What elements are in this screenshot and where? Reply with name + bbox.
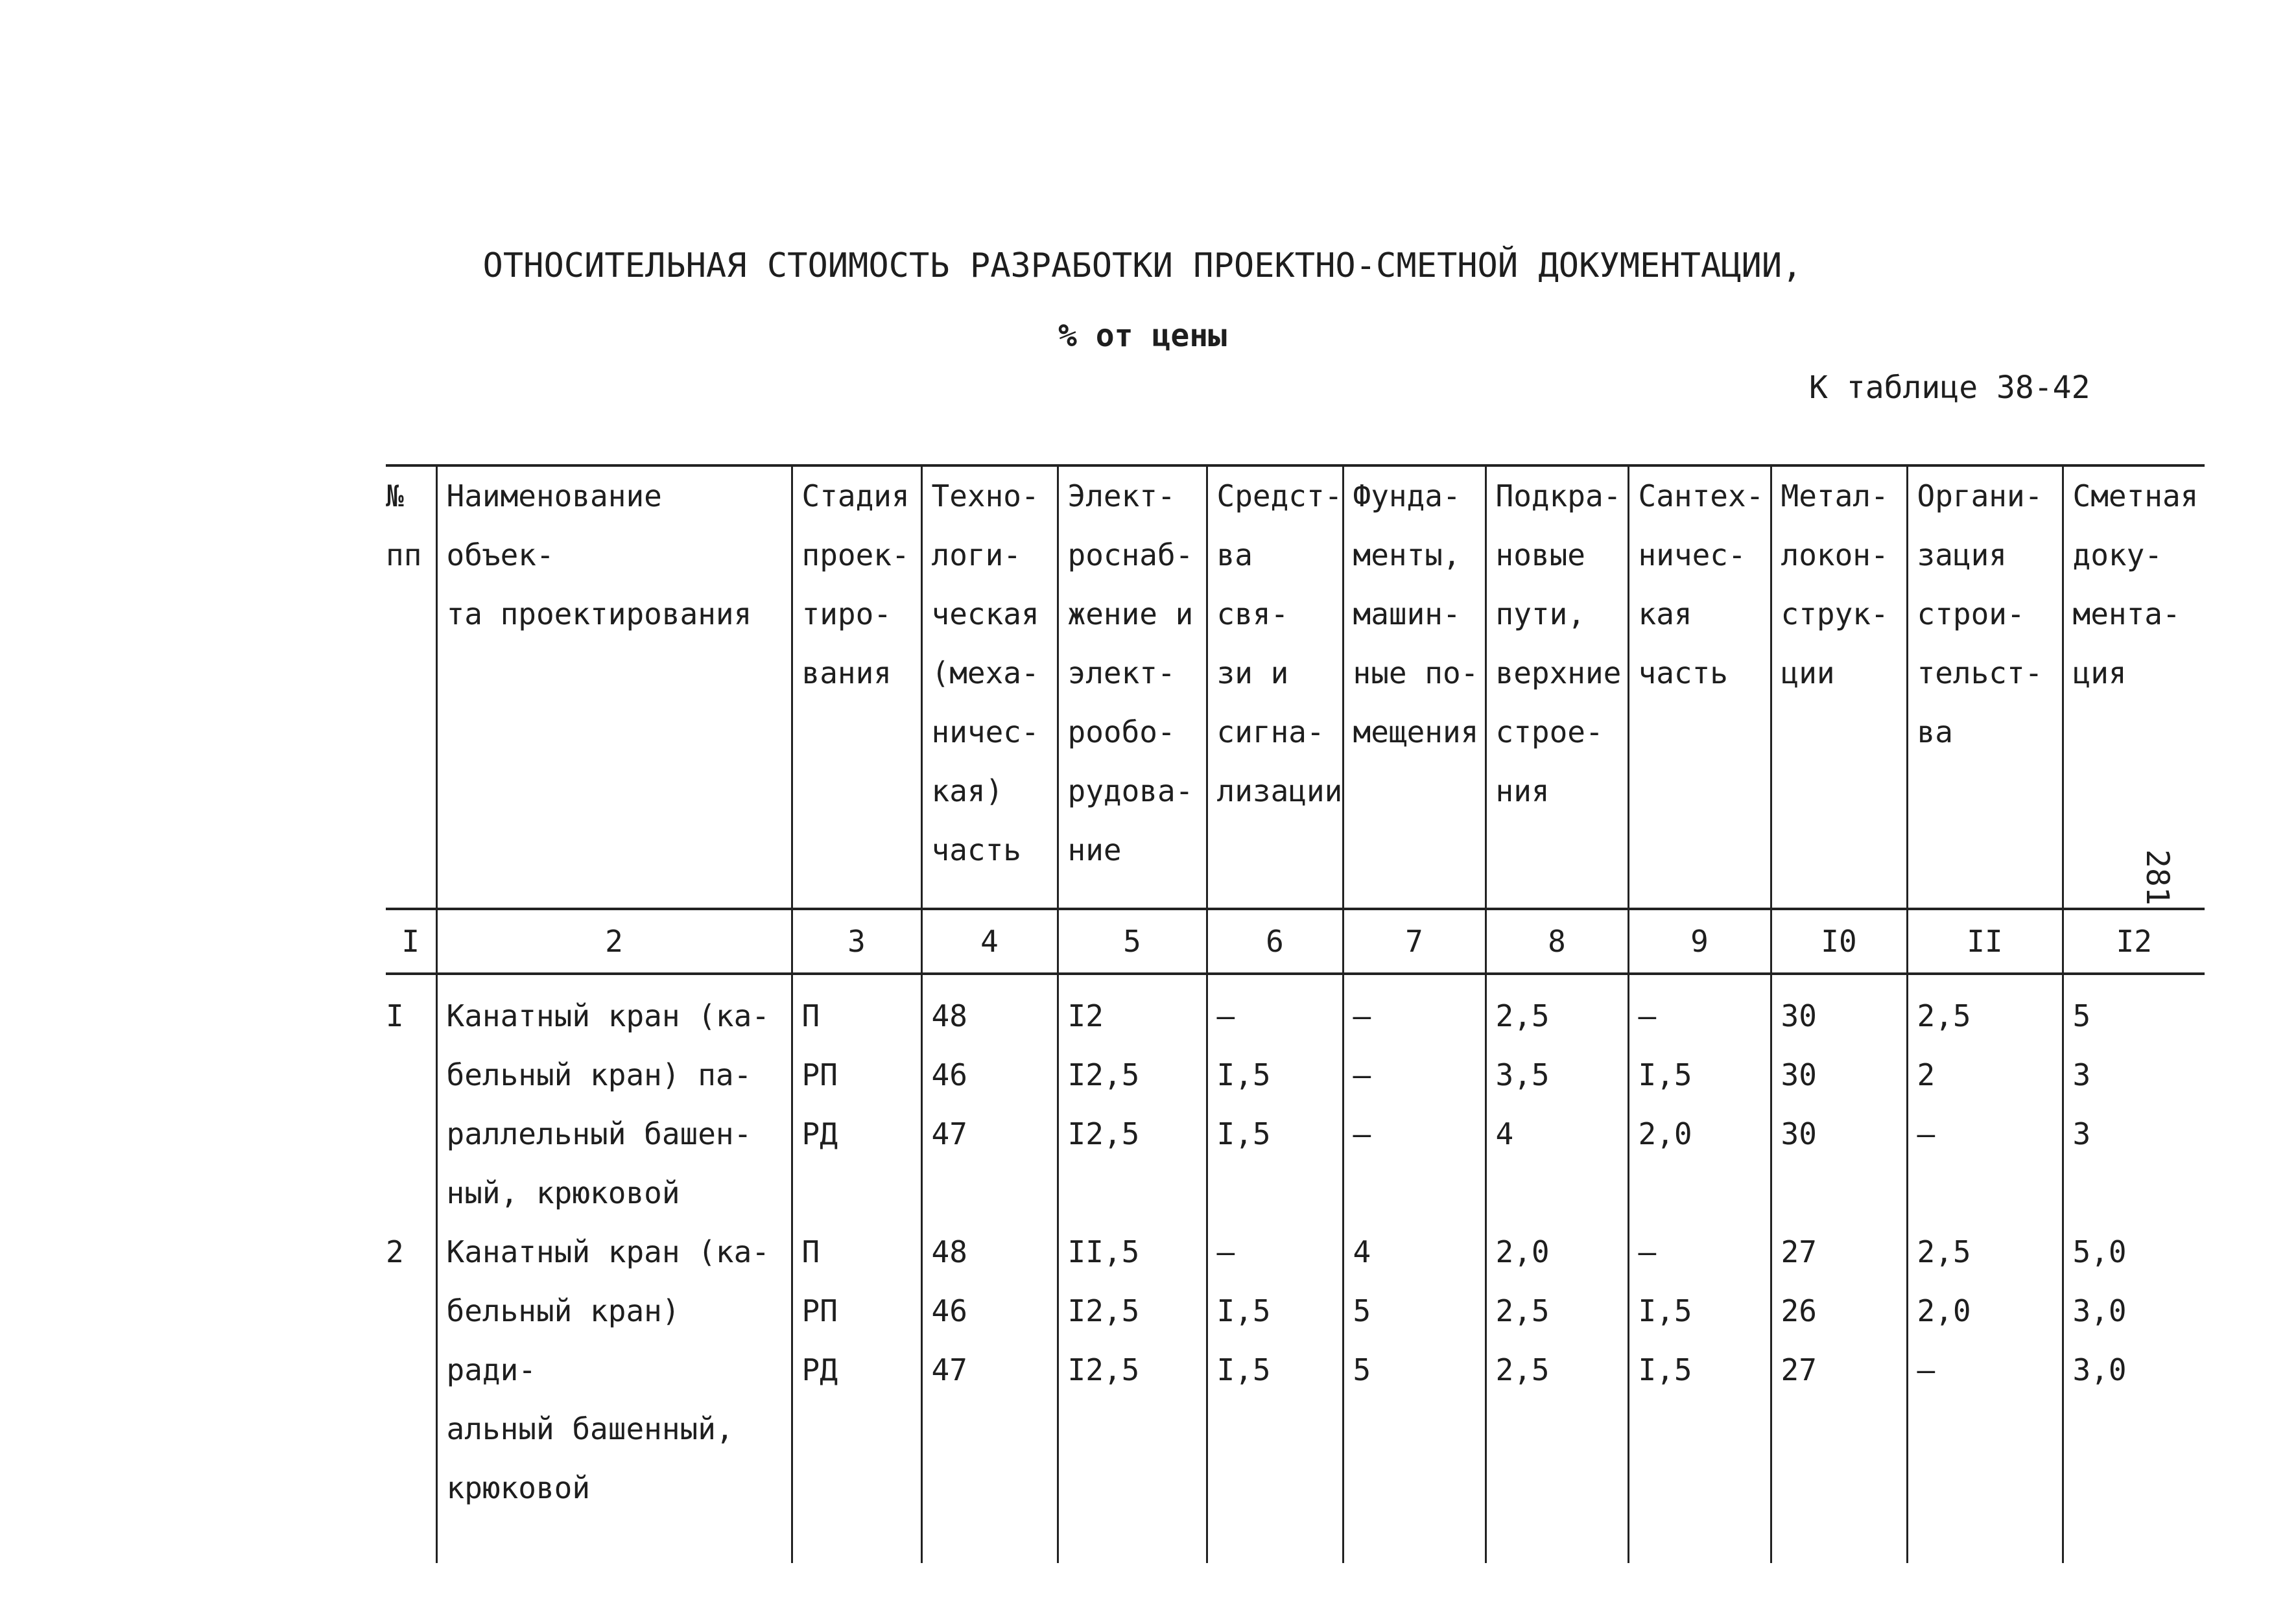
electrical-cell: II,5 I2,5 I2,5 <box>1058 1223 1207 1563</box>
header-technological-part: Техно- логи- ческая (меха- ничес- кая) часть <box>921 465 1058 909</box>
header-construction-organization: Органи- зация строи- тельст- ва <box>1907 465 2063 909</box>
header-number: № пп <box>386 465 436 909</box>
cost-table <box>386 464 2205 1563</box>
communication-cell: – I,5 I,5 <box>1207 974 1343 1223</box>
crane-rails-cell: 2,5 3,5 4 <box>1486 974 1628 1223</box>
header-estimate-documentation: Сметная доку- мента- ция <box>2063 465 2205 909</box>
header-sanitary: Сантех- ничес- кая часть <box>1628 465 1771 909</box>
technological-cell: 48 46 47 <box>921 1223 1058 1563</box>
column-number: 4 <box>921 909 1058 974</box>
header-foundations: Фунда- менты, машин- ные по- мещения <box>1343 465 1486 909</box>
table-row <box>386 1223 2205 1563</box>
object-name-cell: Канатный кран (ка- бельный кран) ради- альный башенный, крюковой <box>436 1223 792 1563</box>
foundations-cell: 4 5 5 <box>1343 1223 1486 1563</box>
column-number: I2 <box>2063 909 2205 974</box>
sanitary-cell: – I,5 I,5 <box>1628 1223 1771 1563</box>
communication-cell: – I,5 I,5 <box>1207 1223 1343 1563</box>
column-number: I0 <box>1771 909 1907 974</box>
construction-organization-cell: 2,5 2,0 – <box>1907 1223 2063 1563</box>
column-number: II <box>1907 909 2063 974</box>
header-communication: Средст- ва свя- зи и сигна- лизации <box>1207 465 1343 909</box>
header-metal-structures: Метал- локон- струк- ции <box>1771 465 1907 909</box>
column-number: 6 <box>1207 909 1343 974</box>
electrical-cell: I2 I2,5 I2,5 <box>1058 974 1207 1223</box>
stage-cell: П РП РД <box>792 974 921 1223</box>
row-number: 2 <box>386 1234 404 1269</box>
estimate-documentation-cell: 5 3 3 <box>2063 974 2205 1223</box>
table-row <box>386 974 2205 1223</box>
header-object-name: Наименование объек- та проектирования <box>436 465 792 909</box>
document-title: ОТНОСИТЕЛЬНАЯ СТОИМОСТЬ РАЗРАБОТКИ ПРОЕКТНО-СМЕТНОЙ ДОКУМЕНТАЦИИ, <box>482 246 1803 285</box>
page-number: 281 <box>2139 849 2175 906</box>
header-design-stage: Стадия проек- тиро- вания <box>792 465 921 909</box>
estimate-documentation-cell: 5,0 3,0 3,0 <box>2063 1223 2205 1563</box>
header-electrical: Элект- роснаб- жение и элект- рообо- рудова- ние <box>1058 465 1207 909</box>
column-number: 7 <box>1343 909 1486 974</box>
crane-rails-cell: 2,0 2,5 2,5 <box>1486 1223 1628 1563</box>
column-number: 8 <box>1486 909 1628 974</box>
column-number: 2 <box>436 909 792 974</box>
metal-structures-cell: 27 26 27 <box>1771 1223 1907 1563</box>
metal-structures-cell: 30 30 30 <box>1771 974 1907 1223</box>
technological-cell: 48 46 47 <box>921 974 1058 1223</box>
stage-cell: П РП РД <box>792 1223 921 1563</box>
row-number: I <box>386 998 404 1033</box>
column-number: I <box>386 909 436 974</box>
construction-organization-cell: 2,5 2 – <box>1907 974 2063 1223</box>
header-crane-rails: Подкра- новые пути, верхние строе- ния <box>1486 465 1628 909</box>
table-reference: К таблице 38-42 <box>1809 370 2090 406</box>
column-number: 9 <box>1628 909 1771 974</box>
document-subtitle: % от цены <box>1058 318 1227 354</box>
column-number: 5 <box>1058 909 1207 974</box>
column-number: 3 <box>792 909 921 974</box>
table-header-row <box>386 465 2205 909</box>
foundations-cell: – – – <box>1343 974 1486 1223</box>
column-number-row <box>386 909 2205 974</box>
object-name-cell: Канатный кран (ка- бельный кран) па- раллельный башен- ный, крюковой <box>436 974 792 1223</box>
sanitary-cell: – I,5 2,0 <box>1628 974 1771 1223</box>
